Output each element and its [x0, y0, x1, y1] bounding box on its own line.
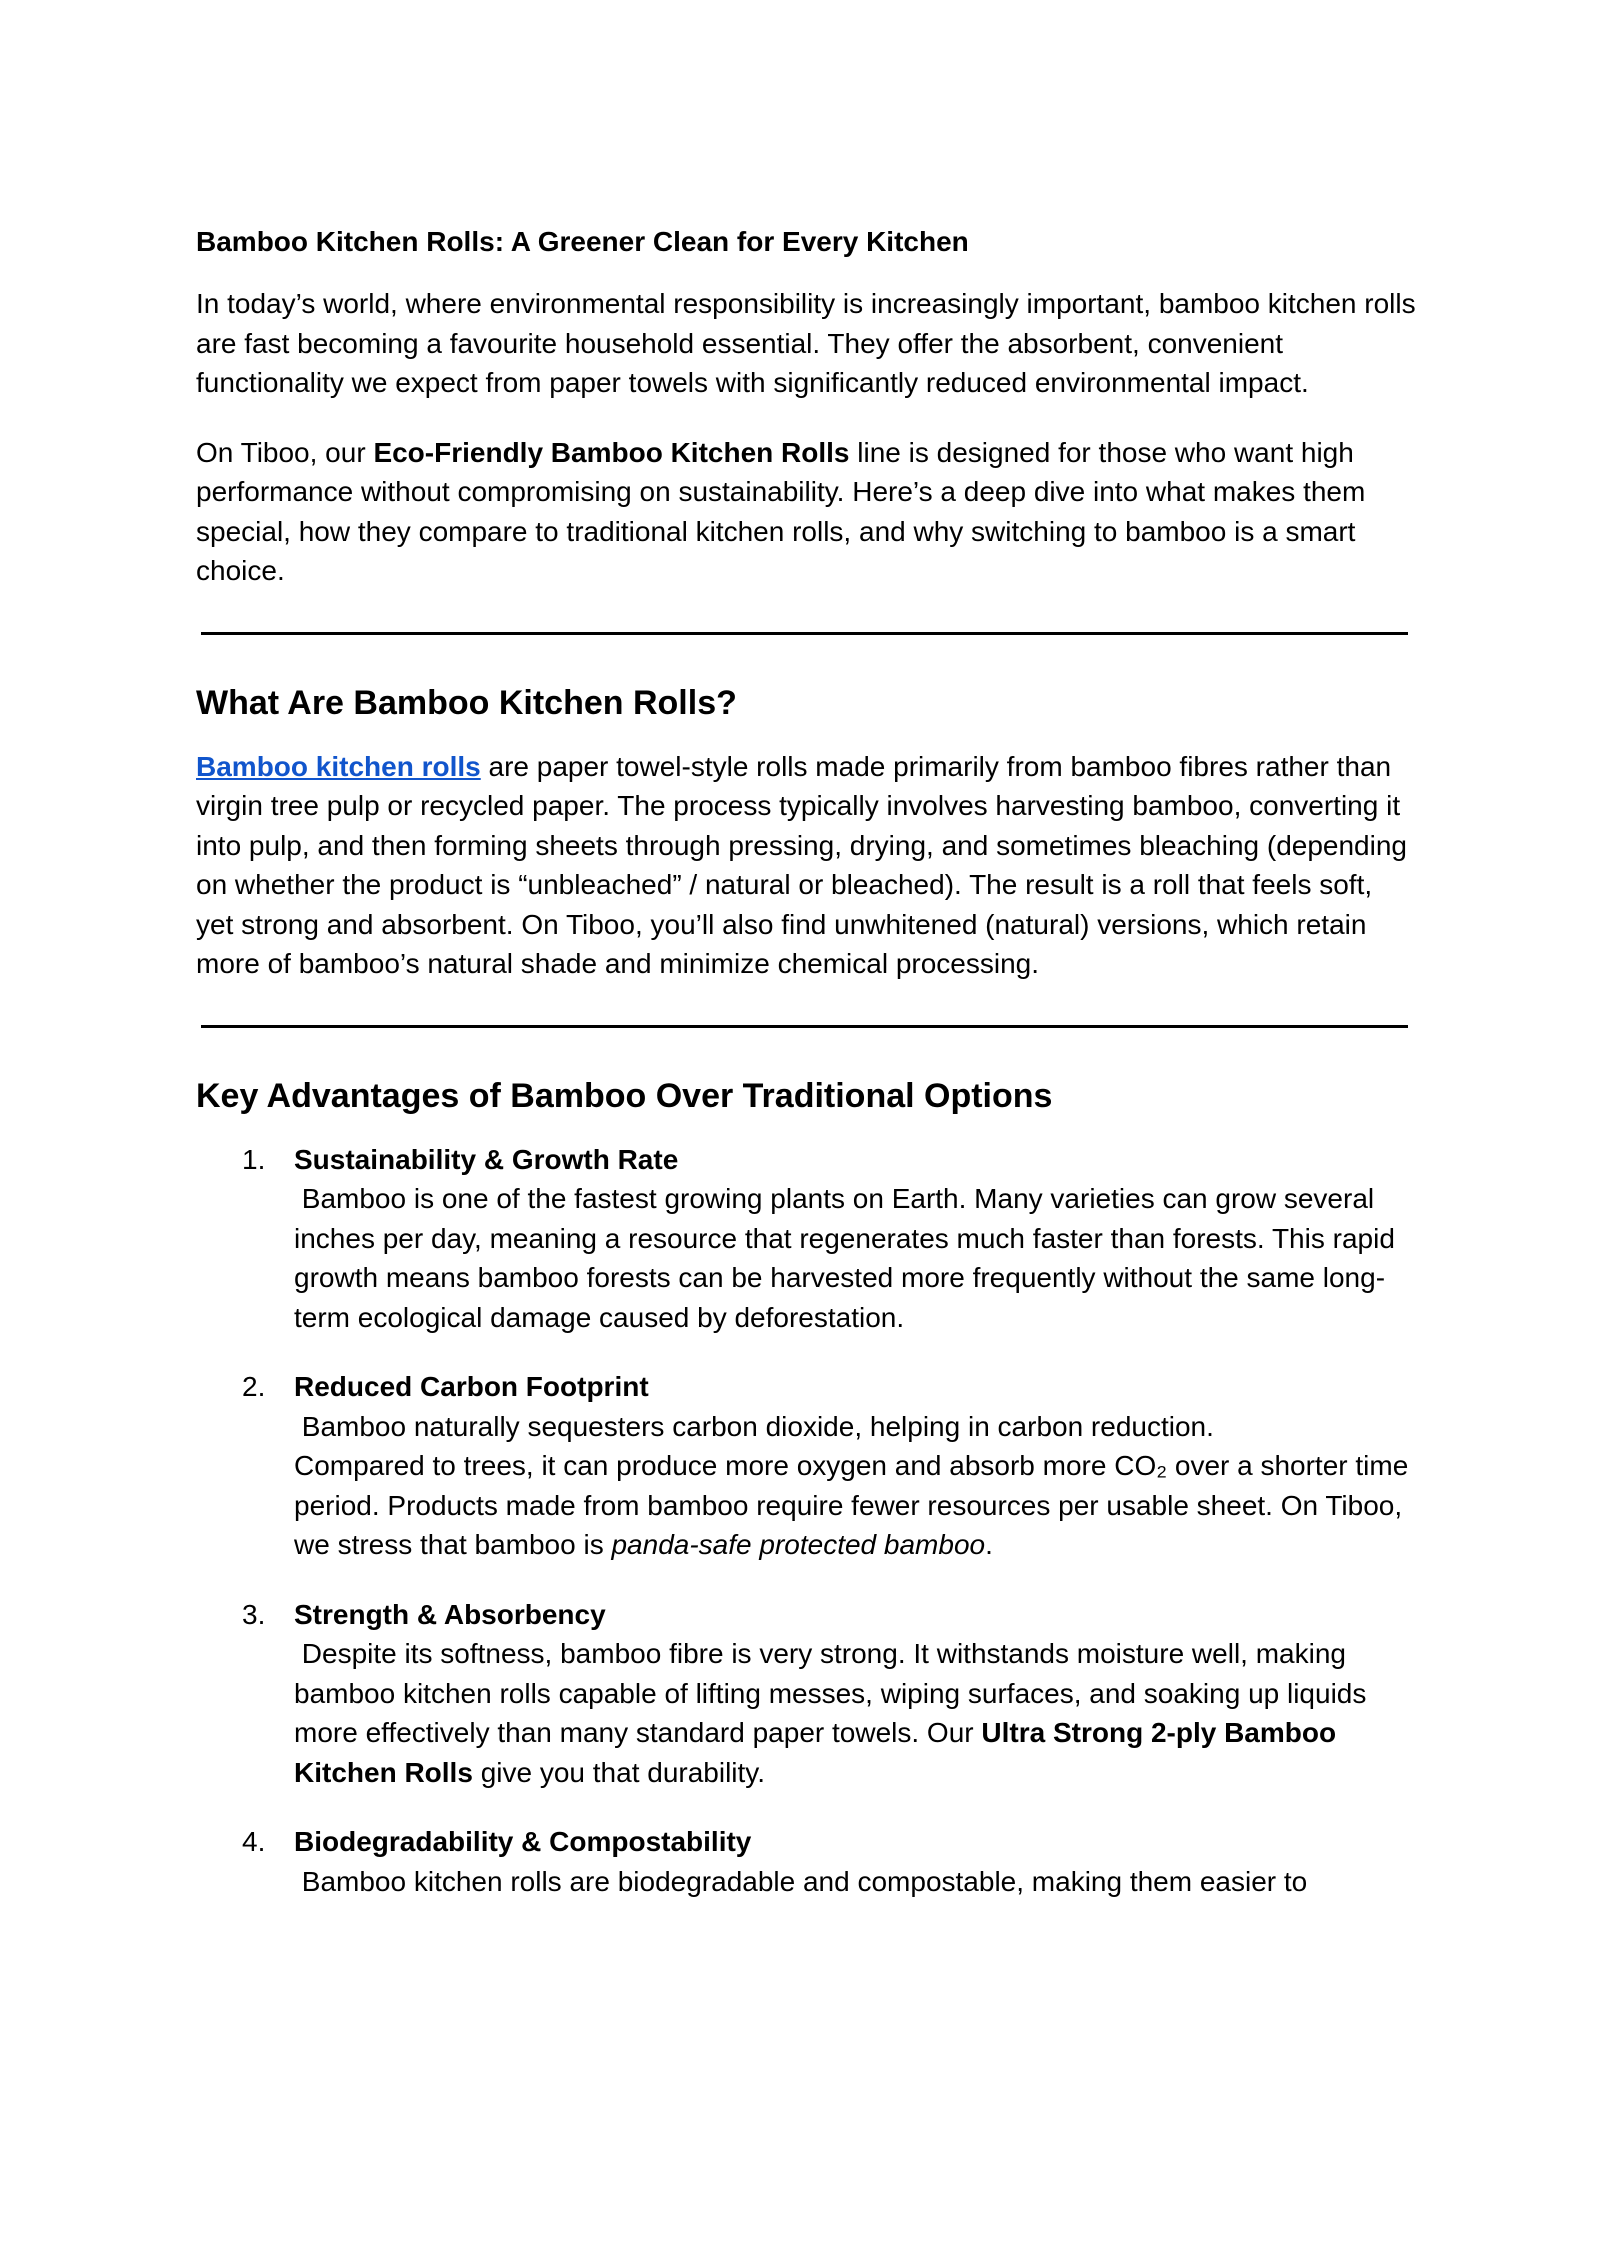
- document-title: Bamboo Kitchen Rolls: A Greener Clean for Every Kitchen: [196, 226, 969, 257]
- panda-safe-emphasis: panda-safe protected bamboo: [611, 1529, 986, 1560]
- section-heading-what-are: What Are Bamboo Kitchen Rolls?: [196, 683, 737, 722]
- product-line-name: Eco-Friendly Bamboo Kitchen Rolls: [373, 436, 850, 468]
- horizontal-divider: [201, 1025, 1408, 1028]
- definition-text: are paper towel-style rolls made primarily from bamboo fibres rather than virgin tree pulp or recycled paper. The process typically involves harvesting bamboo, converting it into pulp, and then forming sheets through pressing, drying, and sometimes bleaching (depending on whether the product is “unbleached” / natural or bleached). The result is a roll that feels soft, yet strong and absorbent. On Tiboo, you’ll also find unwhitened (natural) versions, which retain more of bamboo’s natural shade and minimize chemical processing.: [196, 750, 1407, 979]
- bamboo-kitchen-rolls-link[interactable]: Bamboo kitchen rolls: [196, 750, 481, 782]
- list-item: [196, 1822, 1416, 1901]
- tiboo-paragraph-start: On Tiboo, our: [196, 436, 374, 468]
- list-item: [196, 1595, 1416, 1793]
- list-item-text: Despite its softness, bamboo fibre is very strong. It withstands moisture well, making bamboo kitchen rolls capable of lifting messes, wiping surfaces, and soaking up liquids more effectively than many standard paper towels. Our Ultra Strong 2-ply Bamboo Kitchen Rolls give you that durability.: [294, 1638, 1367, 1788]
- list-item-text: Bamboo kitchen rolls are biodegradable and compostable, making them easier to: [301, 1865, 1308, 1897]
- list-item-text-rest: Compared to trees, it can produce more oxygen and absorb more CO₂ over a shorter time period. Products made from bamboo require fewer resources per usable sheet. On Tiboo, we stress that bamboo is panda-safe protected bamboo.: [294, 1450, 1409, 1560]
- product-name-bold: Ultra Strong 2-ply Bamboo Kitchen Rolls: [294, 1717, 1337, 1788]
- list-item-text-first: Bamboo naturally sequesters carbon dioxide, helping in carbon reduction.: [301, 1410, 1214, 1442]
- list-number: 1.: [242, 1143, 266, 1175]
- tiboo-paragraph: [196, 433, 1416, 591]
- list-number: 2.: [242, 1371, 266, 1402]
- list-item-text: Bamboo is one of the fastest growing plants on Earth. Many varieties can grow several inches per day, meaning a resource that regenerates much faster than forests. This rapid growth means bamboo forests can be harvested more frequently without the same long-term ecological damage caused by deforestation.: [294, 1183, 1395, 1333]
- tiboo-paragraph-end: line is designed for those who want high performance without compromising on sustainability. Here’s a deep dive into what makes them special, how they compare to traditional kitchen rolls, and why switching to bamboo is a smart choice.: [196, 436, 1366, 586]
- list-item: [196, 1367, 1416, 1565]
- list-item-title: Reduced Carbon Footprint: [294, 1371, 649, 1402]
- section-heading-key-advantages: Key Advantages of Bamboo Over Traditional Options: [196, 1076, 1053, 1115]
- intro-paragraph: In today’s world, where environmental responsibility is increasingly important, bamboo kitchen rolls are fast becoming a favourite household essential. They offer the absorbent, convenient functionality we expect from paper towels with significantly reduced environmental impact.: [196, 288, 1416, 398]
- list-item-title: Strength & Absorbency: [294, 1598, 606, 1630]
- list-item-title: Sustainability & Growth Rate: [294, 1143, 679, 1175]
- list-number: 4.: [242, 1826, 266, 1857]
- definition-paragraph: [196, 747, 1416, 984]
- advantages-list: [196, 1140, 1416, 1902]
- list-item: [196, 1140, 1416, 1338]
- list-item-title: Biodegradability & Compostability: [294, 1826, 752, 1857]
- horizontal-divider: [201, 632, 1408, 635]
- document-page: [196, 222, 1416, 1931]
- list-number: 3.: [242, 1598, 266, 1630]
